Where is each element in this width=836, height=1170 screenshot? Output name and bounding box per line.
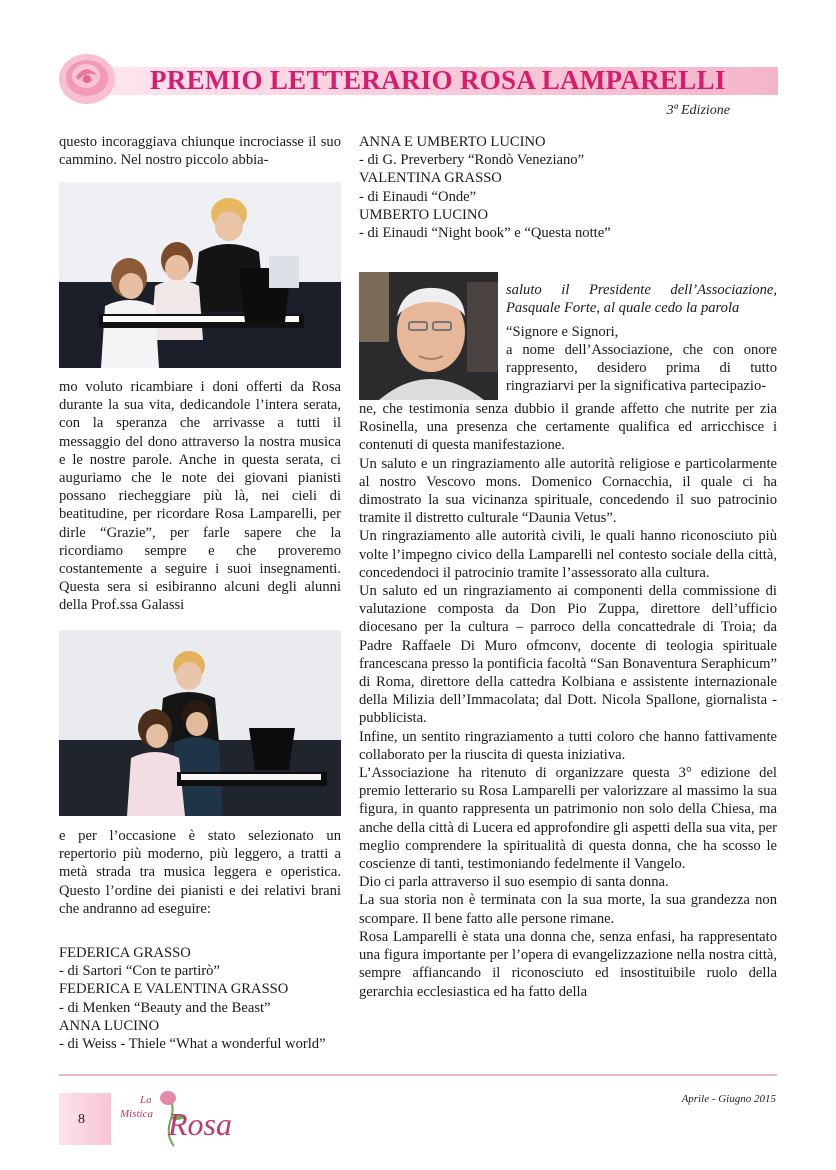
issue-date: Aprile - Giugno 2015: [681, 1093, 776, 1105]
speech-greeting: “Signore e Signori,: [506, 324, 619, 340]
paragraph: L’Associazione ha ritenuto di organizzare questa 3° edizione del premio letterario su Rosa Lamparelli per valorizzare al massimo la sua figura, in quanto rappresenta un patrimonio non solo della Chiesa, ma anche della città di Lucera ed approfondire gli aspetti della sua vita, per meglio comprendere la spiritualità di questa donna, che ha scosso le coscienze di tanti, testimoniando fedelmente il Vangelo.: [359, 765, 777, 873]
paragraph: Dio ci parla attraverso il suo esempio di santa donna.: [359, 874, 669, 891]
program-line: - di G. Preverbery “Rondò Veneziano”: [359, 152, 585, 169]
piano-photo-2-icon: [59, 630, 341, 816]
page-title: PREMIO LETTERARIO ROSA LAMPARELLI: [150, 65, 726, 95]
paragraph: Un ringraziamento alle autorità civili, le quali hanno riconosciuto più volte l’impegno civico della Lamparelli nel contesto sociale della città, concedendoci il patrocinio tramite l’assessorato alla cultura.: [359, 528, 777, 581]
paragraph: Rosa Lamparelli è stata una donna che, senza enfasi, ha rappresentato una figura importante per l’opera di evangelizzazione nella nostra città, sempre affiancando il riconosciuto ed insostituibile ruolo della gerarchia ecclesiastica ed ha fatto della: [359, 928, 777, 1000]
col2-body-text: [359, 400, 777, 1001]
program-line: - di Weiss - Thiele “What a wonderful world”: [59, 1036, 326, 1053]
photo-piano-lesson-2: [59, 630, 341, 816]
edition-label: 3ª Edizione: [666, 103, 730, 118]
photo-president: [359, 272, 498, 400]
president-intro: saluto il Presidente dell’Associazione, Pasquale Forte, al quale cedo la parola: [506, 282, 777, 317]
rose-logo-icon: [56, 50, 118, 106]
paragraph: Infine, un sentito ringraziamento a tutti coloro che hanno fattivamente collaborato per la riuscita di questa iniziativa.: [359, 728, 777, 763]
magazine-logo: [110, 1088, 250, 1148]
page-number: 8: [78, 1112, 85, 1127]
paragraph: Un saluto ed un ringraziamento ai componenti della commissione di valutazione composta da Don Pio Zuppa, direttore dell’ufficio diocesano per la cultura – parroco della concattedrale di Troia; da Padre Raffaele Di Muro ofmconv, docente di teologia spirituale francescana presso la pontificia facoltà “San Bonaventura Seraphicum” di Roma, direttore della cattedra Kolbiana e assistente internazionale della Milizia dell’Immacolata; dal Dott. Nicola Spallone, giornalista - pubblicista.: [359, 583, 777, 727]
paragraph: ne, che testimonia senza dubbio il grande affetto che nutrite per zia Rosinella, una presenza che certamente qualifica ed arricchisce i contenuti di questa manifestazione.: [359, 401, 777, 454]
program-line: - di Menken “Beauty and the Beast”: [59, 999, 271, 1016]
logo-la: La: [140, 1094, 152, 1106]
speech-wrap-text: a nome dell’Associazione, che con onore rappresento, desidero prima di tutto ringraziarvi per la significativa partecipazio-: [506, 342, 777, 395]
logo-mistica: Mistica: [120, 1108, 153, 1120]
col1-program-list: [59, 944, 341, 1053]
program-line: - di Sartori “Con te partirò”: [59, 963, 220, 980]
photo-piano-lesson-1: [59, 182, 341, 368]
col2-program-list: [359, 133, 777, 242]
program-line: - di Einaudi “Night book” e “Questa notte”: [359, 225, 611, 242]
paragraph: Un saluto e un ringraziamento alle autorità religiose e particolarmente al nostro Vescovo mons. Domenico Cornacchia, il quale ci ha dimostrato la sua vicinanza spirituale, concedendo il suo patrocinio tramite il distretto culturale “Daunia Vetus”.: [359, 455, 777, 527]
logo-rosa: Rosa: [168, 1106, 232, 1142]
program-line: FEDERICA GRASSO: [59, 945, 191, 961]
program-line: UMBERTO LUCINO: [359, 206, 488, 223]
piano-photo-1-icon: [59, 182, 341, 368]
col1-bottom-text: e per l’occasione è stato selezionato un repertorio più moderno, più leggero, a tratti a metà strada tra musica leggera e operistica. Questo l’ordine dei pianisti e dei relativi brani che andranno ad eseguire:: [59, 828, 341, 917]
program-line: - di Einaudi “Onde”: [359, 188, 477, 205]
footer-band: [59, 1093, 111, 1145]
program-line: ANNA E UMBERTO LUCINO: [359, 134, 546, 150]
footer-divider: [59, 1074, 777, 1076]
president-portrait-icon: [359, 272, 498, 400]
program-line: ANNA LUCINO: [59, 1017, 160, 1034]
program-line: FEDERICA E VALENTINA GRASSO: [59, 981, 289, 998]
program-line: VALENTINA GRASSO: [359, 170, 502, 187]
paragraph: La sua storia non è terminata con la sua morte, la sua grandezza non scompare. Il bene fatto alle persone rimane.: [359, 892, 777, 927]
col1-mid-text: mo voluto ricambiare i doni offerti da Rosa durante la sua vita, dedicandole l’intera serata, con la speranza che arrivasse a tutti il messaggio del dono attraverso la nostra musica e le nostre parole. Anche in questa serata, ci auguriamo che le note dei giovani pianisti possano riecheggiare più là, nei cieli di beatitudine, per ricordare Rosa Lamparelli, per dirle “Grazie”, per farle sapere che la ricordiamo sempre e che proveremo costantemente a seguire i suoi insegnamenti. Questa sera si esibiranno alcuni degli alunni della Prof.ssa Galassi: [59, 379, 341, 614]
col1-top-text: questo incoraggiava chiunque incrociasse il suo cammino. Nel nostro piccolo abbia-: [59, 134, 341, 169]
